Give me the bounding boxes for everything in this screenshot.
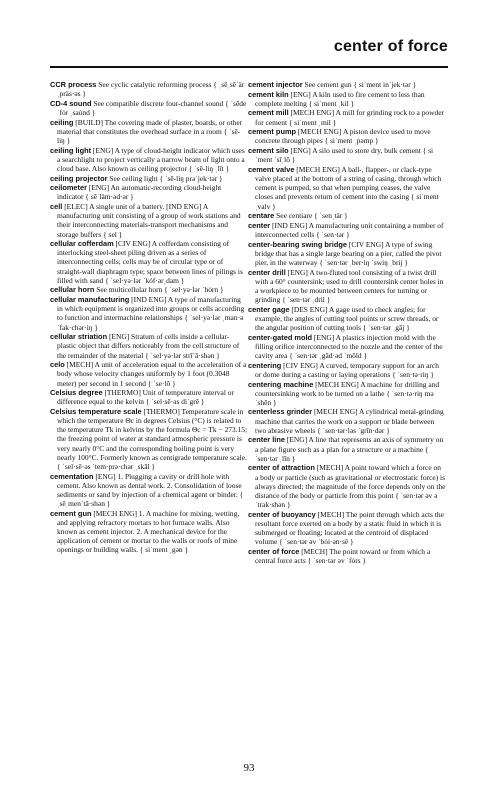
entry-headword: ceilometer: [50, 183, 87, 193]
dictionary-entry: [50, 360, 248, 387]
entry-headword: cement injector: [248, 80, 303, 89]
dictionary-entry: [248, 547, 446, 565]
dictionary-entry: [50, 509, 248, 555]
entry-headword: center of force: [248, 546, 300, 556]
entry-headword: center line: [248, 435, 285, 445]
dictionary-entry: [248, 211, 446, 220]
dictionary-entry: [248, 165, 446, 211]
entry-headword: center-bearing swing bridge: [248, 239, 347, 249]
entry-definition: [ENG] A plastics injection mold with the filling orifice interconnected to the nozzle and the center of the cavity area { ˈsen·tər ˌgād·əd ˈmōld }: [255, 332, 443, 361]
entry-headword: cellular cofferdam: [50, 239, 114, 249]
running-head: center of force: [333, 38, 448, 55]
entry-definition: [MECH ENG] A mill for grinding rock to a powder for cement { siˈment ˌmil }: [255, 108, 445, 127]
entry-headword: cement pump: [248, 127, 297, 137]
entry-headword: cement kiln: [248, 89, 289, 99]
entry-headword: cellular manufacturing: [50, 295, 130, 305]
entry-headword: cellular striation: [50, 332, 108, 342]
entry-headword: center of buoyancy: [248, 509, 316, 519]
dictionary-entry: [50, 295, 248, 332]
entry-definition: [MECH ENG] A machine for drilling and countersinking work to be turned on a lathe { ˈsen·tə·riŋ məˈshēn }: [255, 379, 440, 407]
dictionary-entry: [248, 80, 446, 89]
entry-headword: Celsius temperature scale: [50, 406, 142, 416]
entry-definition: [MECH ENG] A piston device used to move concrete through pipes { siˈment ˌpəmp }: [255, 127, 431, 146]
dictionary-entry: [248, 127, 446, 145]
dictionary-entry: [248, 510, 446, 547]
dictionary-entry: [50, 146, 248, 173]
entry-headword: cement mill: [248, 108, 289, 118]
dictionary-entry: [50, 285, 248, 294]
dictionary-entry: [248, 240, 446, 267]
entry-definition: [MECH] The point toward or from which a central force acts { ˈsen·tər əv ˈfȯrs }: [255, 546, 431, 565]
dictionary-entry: [248, 305, 446, 332]
entry-definition: [THERMO] Unit of temperature interval or difference equal to the kelvin { ˈsel·sē·əs diˈgrē }: [57, 388, 234, 407]
dictionary-entry: [248, 108, 446, 126]
dictionary-entry: [248, 407, 446, 434]
entry-definition: See centiare { ˈsenˌtär }: [276, 211, 348, 221]
entry-definition: [THERMO] Temperature scale in which the temperature Θc in degrees Celsius (°C) is related to the temperature Tk in kelvins by the formula Θc = Tk − 273.15; the freezing point of water at standard atmospheric pressure is very nearly 0°C and the corresponding boiling point is very nearly 100°C. Formerly known as centigrade temperature scale. { ˈsel·sē·əs ˈtem·prə·chər ˌskāl }: [57, 406, 248, 471]
dictionary-entry: [248, 380, 446, 407]
entry-definition: [ENG] A silo used to store dry, bulk cement { siˈment ˈsīˌlō }: [255, 146, 434, 165]
left-column: [50, 80, 248, 555]
entry-definition: [MECH ENG] 1. A machine for mixing, wetting, and applying refractory mortars to hot furnace walls. Also known as cement injector. 2. A mechanical device for the application of cement or mortar to the walls or roofs of mine openings or building walls. { siˈment ˌgən }: [57, 508, 240, 555]
page-number: 93: [243, 762, 255, 774]
dictionary-entry: [248, 463, 446, 509]
entry-definition: [IND ENG] A type of manufacturing in which equipment is organized into groups or cells according to function and intermachine relationships { ˈsel·yə·lər ˌman·əˈfak·chər·iŋ }: [57, 295, 245, 332]
entry-headword: ceiling light: [50, 145, 92, 155]
entry-headword: center: [248, 220, 271, 230]
entry-definition: [ENG] 1. Plugging a cavity or drill hole with cement. Also known as dental work. 2. Consolidation of loose sediments or sand by injection of a chemical agent or binder. { ˌsēˌmenˈtā·shən }: [57, 471, 244, 509]
dictionary-entry: [50, 388, 248, 406]
entry-definition: [ENG] A kiln used to fire cement to less than complete melting { siˈment ˌkil }: [255, 89, 425, 108]
entry-definition: See multicellular horn { ˈsel·yə·lər ˈhȯrn }: [96, 285, 224, 295]
entry-definition: See cyclic catalytic reforming process { ˌsēˌsēˈär ˌpräs·əs }: [57, 80, 245, 99]
dictionary-entry: [50, 183, 248, 201]
entry-headword: cement gun: [50, 508, 92, 518]
entry-definition: [ENG] A line that represents an axis of symmetry on a plane figure such as a plan for a structure or a machine { ˈsen·tər ˌlīn }: [255, 435, 444, 463]
dictionary-entry: [248, 333, 446, 360]
dictionary-entry: [50, 80, 248, 98]
entry-definition: [ENG] A two-fluted tool consisting of a twist drill with a 60° countersink; used to drill countersink center holes in a workpiece to be mounted between centers for turning or grinding { ˈsen·tər ˌdril }: [255, 267, 444, 305]
entry-definition: See compatible discrete four-channel sound { ˈsēde ˈfȯr ˌsau̇nd }: [57, 98, 247, 117]
dictionary-entry: [248, 435, 446, 462]
entry-headword: celo: [50, 360, 65, 370]
entry-headword: cement valve: [248, 164, 295, 174]
entry-headword: center drill: [248, 267, 286, 277]
entry-definition: [MECH ENG] A cylindrical metal-grinding machine that carries the work on a support or blade between two abrasive wheels { ˈsen·tər·ləs ˈgrīn·dər }: [255, 407, 444, 435]
entry-headword: center gage: [248, 304, 290, 314]
dictionary-entry: [50, 332, 248, 359]
entry-definition: [CIV ENG] A type of swing bridge that has a single large bearing on a pier, called the pivot pier, in the waterway { ˈsen·tər ˌber·iŋ ˈswiŋ ˌbrij }: [255, 239, 442, 267]
entry-headword: CD-4 sound: [50, 98, 92, 108]
entry-definition: [ENG] Stratum of cells inside a cellular-plastic object that differs noticeably from the cell structure of the remainder of the material { ˈsel·yə·lər strīˈā·shən }: [57, 332, 240, 360]
entry-definition: [ENG] A type of cloud-height indicator which uses a searchlight to project vertically a narrow beam of light onto a cloud base. Also known as ceiling projector { ˈsē-liŋ ˌlīt }: [57, 145, 245, 173]
entry-definition: [IND ENG] A manufacturing unit containing a number of interconnected cells { ˈsen·tər }: [255, 220, 444, 239]
dictionary-entry: [50, 407, 248, 471]
entry-headword: centare: [248, 211, 275, 221]
dictionary-entry: [50, 239, 248, 285]
dictionary-entry: [50, 99, 248, 117]
dictionary-entry: [50, 118, 248, 145]
entry-headword: cement silo: [248, 146, 289, 156]
dictionary-entry: [50, 202, 248, 239]
entry-definition: [MECH] A point toward which a force on a body or particle (such as gravitational or electrostatic force) is always directed; the magnitude of the force depends only on the distance of the body or particle from this point { ˈsen·tər əv əˈtrak·shən }: [255, 463, 446, 510]
entry-headword: CCR process: [50, 80, 97, 89]
entry-headword: centering machine: [248, 379, 314, 389]
entry-headword: centering: [248, 360, 282, 370]
dictionary-entry: [248, 268, 446, 305]
entry-definition: [BUILD] The covering made of plaster, boards, or other material that constitutes the overhead surface in a room { ˈsē-liŋ }: [57, 117, 243, 145]
entry-definition: See ceiling light { ˈsē-liŋ prəˈjek·tər }: [109, 173, 223, 183]
entry-headword: Celsius degree: [50, 388, 103, 398]
entry-headword: ceiling projector: [50, 173, 108, 183]
entry-headword: ceiling: [50, 117, 74, 127]
dictionary-entry: [50, 174, 248, 183]
dictionary-entry: [248, 361, 446, 379]
dictionary-entry: [248, 90, 446, 108]
entry-definition: [ENG] An automatic-recording cloud-height indicator { sēˈläm·əd·ər }: [57, 183, 222, 202]
entry-headword: cementation: [50, 471, 94, 481]
entry-definition: [MECH] A unit of acceleration equal to the acceleration of a body whose velocity changes uniformly by 1 foot (0.3048 meter) per second in 1 second { ˈse·lō }: [57, 360, 247, 388]
dictionary-entry: [248, 221, 446, 239]
entry-headword: center of attraction: [248, 463, 315, 473]
entry-headword: cellular horn: [50, 285, 95, 295]
entry-definition: See cement gun { siˈment inˈjek·tər }: [304, 80, 417, 89]
entry-definition: [MECH ENG] A ball-, flapper-, or clack-type valve placed at the bottom of a string of casing, through which cement is pumped, so that when pumping ceases, the valve closes and prevents return of cement into the casing { siˈment ˌvalv }: [255, 164, 442, 211]
entry-definition: [MECH] The point through which acts the resultant force exerted on a body by a static fluid in which it is submerged or floating; located at the centroid of displaced volume { ˈsen·tər əv ˈbȯi·ən·sē }: [255, 509, 444, 547]
entry-headword: centerless grinder: [248, 407, 313, 417]
entry-definition: [ELEC] A single unit of a battery. [IND ENG] A manufacturing unit consisting of a group of work stations and their interconnecting materials-transport mechanisms and storage buffers { sel }: [57, 202, 241, 239]
right-column: [248, 80, 446, 566]
dictionary-entry: [248, 146, 446, 164]
header-rule: [50, 66, 448, 68]
entry-definition: [DES ENG] A gage used to check angles; for example, the angles of cutting tool points or screw threads, or the angular position of cutting tools { ˈsen·tər ˌgāj }: [255, 304, 439, 333]
entry-headword: center-gated mold: [248, 332, 313, 342]
entry-definition: [CIV ENG] A cofferdam consisting of interlocking steel-sheet piling driven as a series of interconnecting cells; cells may be of circular type or of straight-wall diaphragm type; space between lines of pilings is filled with sand { ˈsel·yə·lər ˈkóf·ərˌdam }: [57, 239, 243, 285]
entry-headword: cell: [50, 202, 63, 212]
entry-definition: [CIV ENG] A curved, temporary support for an arch or dome during a casting or laying operations { ˈsen·tə·riŋ }: [255, 360, 439, 379]
dictionary-entry: [50, 472, 248, 509]
